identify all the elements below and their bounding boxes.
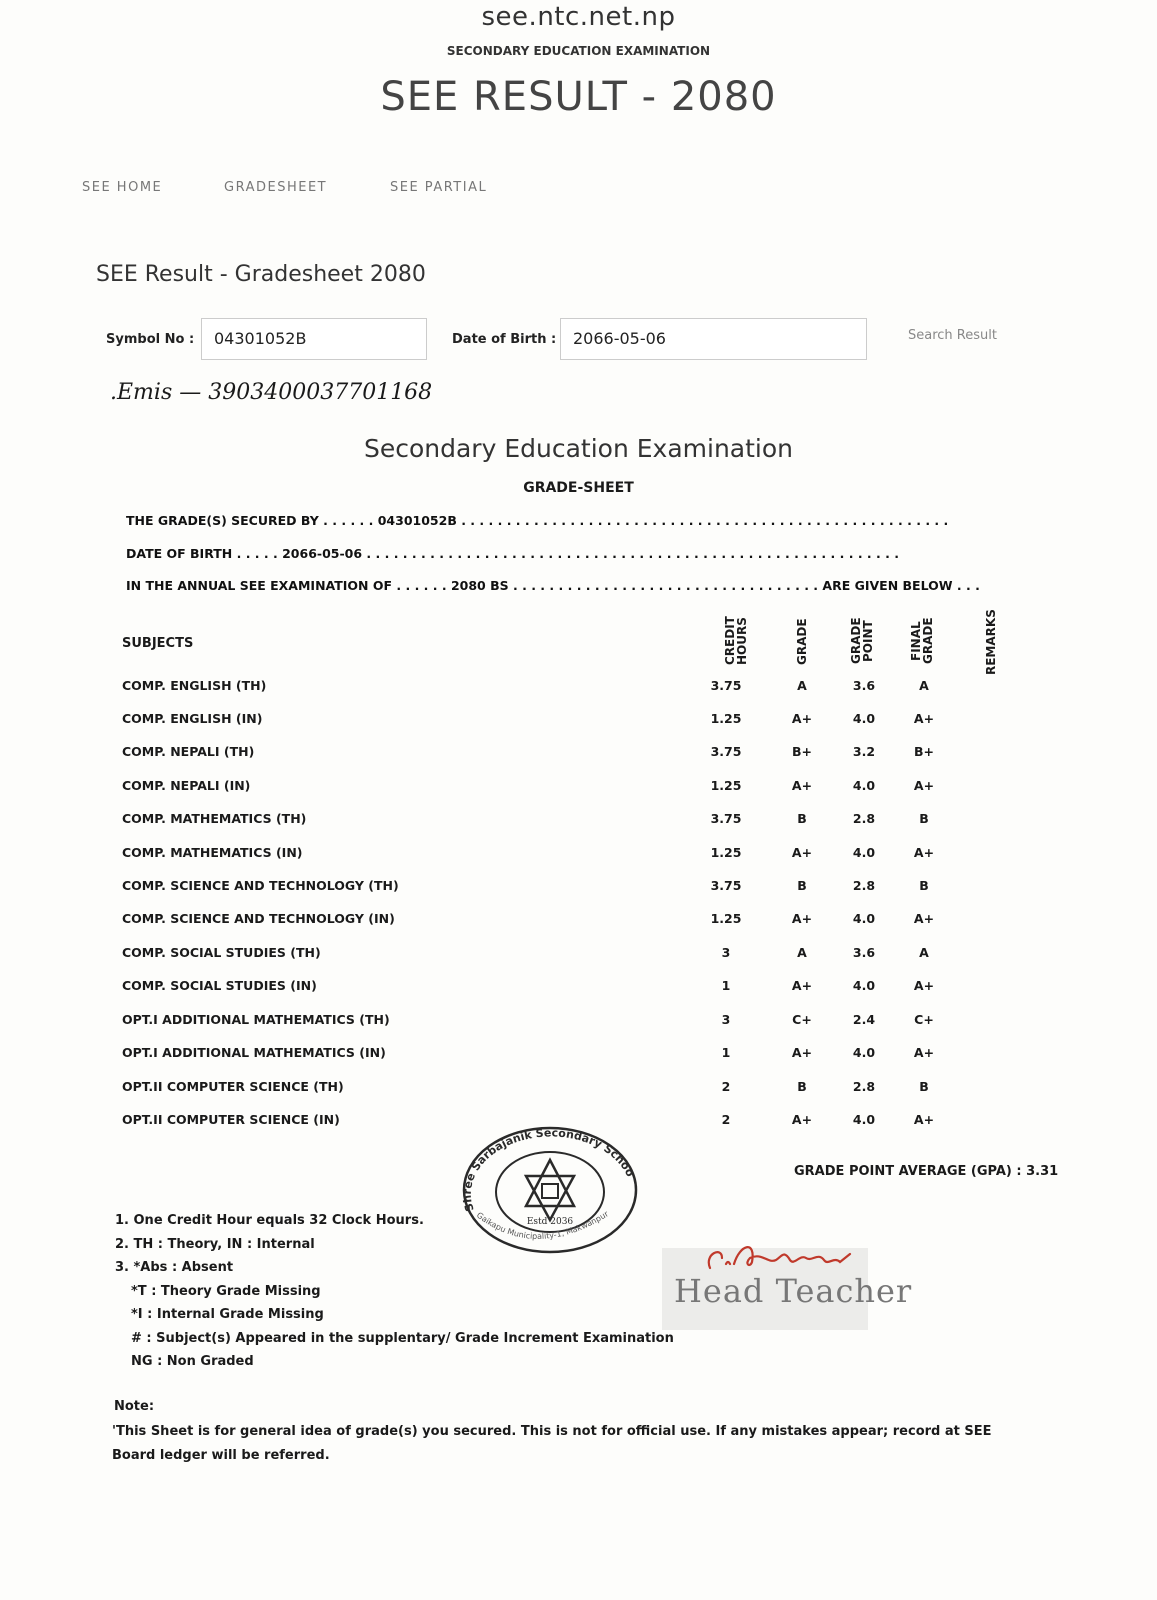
symbol-label: Symbol No : [106, 332, 195, 347]
final-cell: A+ [913, 1112, 935, 1127]
table-row [0, 711, 1157, 731]
credit-cell: 1.25 [710, 778, 742, 793]
credit-cell: 3 [721, 1012, 731, 1027]
final-cell: B [919, 878, 929, 893]
point-cell: 2.8 [852, 1079, 876, 1094]
grade-cell: A+ [791, 845, 813, 860]
col-grade: GRADE [795, 618, 809, 666]
col-final-grade: FINAL GRADE [909, 617, 935, 665]
page-title: SEE Result - Gradesheet 2080 [96, 262, 426, 287]
footnote-item: 1. One Credit Hour equals 32 Clock Hours. [115, 1213, 424, 1228]
symbol-input[interactable]: 04301052B [201, 318, 427, 360]
dob-line: DATE OF BIRTH . . . . . 2066-05-06 . . . . . . . . . . . . . . . . . . . . . . . . . . . . . . . . . . . . . . . . . . . . . . . . . . . . . . . . . . . [126, 546, 899, 561]
final-cell: C+ [914, 1012, 934, 1027]
point-cell: 3.6 [852, 945, 876, 960]
table-row [0, 978, 1157, 998]
col-credit-hours: CREDIT HOURS [723, 616, 749, 666]
point-cell: 2.8 [852, 878, 876, 893]
stamp-estd: Estd 2036 [526, 1217, 574, 1227]
final-cell: B+ [913, 744, 934, 759]
grade-cell: A+ [791, 1112, 813, 1127]
point-cell: 4.0 [852, 711, 876, 726]
nav-see-partial[interactable]: SEE PARTIAL [390, 180, 488, 195]
subject-cell: COMP. SOCIAL STUDIES (TH) [122, 945, 321, 960]
grade-cell: A [797, 945, 807, 960]
credit-cell: 3.75 [710, 878, 742, 893]
nav-see-home[interactable]: SEE HOME [82, 180, 163, 195]
credit-cell: 1.25 [710, 845, 742, 860]
subject-cell: COMP. SCIENCE AND TECHNOLOGY (TH) [122, 878, 399, 893]
credit-cell: 2 [721, 1079, 731, 1094]
point-cell: 4.0 [852, 1045, 876, 1060]
gradesheet-heading: Secondary Education Examination [363, 434, 794, 463]
subject-cell: COMP. MATHEMATICS (IN) [122, 845, 303, 860]
stamp-address: Gaikapu Municipality-1, Makwanpur [474, 1209, 611, 1241]
final-cell: A+ [913, 978, 935, 993]
gpa-line: GRADE POINT AVERAGE (GPA) : 3.31 [794, 1164, 1059, 1179]
credit-cell: 1.25 [710, 711, 742, 726]
final-cell: A+ [913, 778, 935, 793]
point-cell: 3.6 [852, 678, 876, 693]
table-row [0, 811, 1157, 831]
subject-cell: COMP. ENGLISH (IN) [122, 711, 263, 726]
head-teacher-signature [700, 1234, 860, 1280]
col-grade-point: GRADE POINT [849, 617, 875, 665]
footnote-item: 3. *Abs : Absent [115, 1260, 234, 1275]
footnotes [115, 1209, 674, 1374]
subject-cell: COMP. NEPALI (IN) [122, 778, 251, 793]
credit-cell: 2 [721, 1112, 731, 1127]
subject-cell: OPT.II COMPUTER SCIENCE (TH) [122, 1079, 344, 1094]
final-cell: B [919, 1079, 929, 1094]
exam-line: IN THE ANNUAL SEE EXAMINATION OF . . . . . . 2080 BS . . . . . . . . . . . . . . . . . . . . . . . . . . . . . . . . . . ARE GIVEN BELOW . . . [126, 578, 980, 593]
credit-cell: 3.75 [710, 811, 742, 826]
table-row [0, 678, 1157, 698]
grade-cell: A+ [791, 978, 813, 993]
final-cell: A [919, 945, 929, 960]
point-cell: 2.8 [852, 811, 876, 826]
point-cell: 2.4 [852, 1012, 876, 1027]
page-main-title: SEE RESULT - 2080 [380, 74, 777, 120]
final-cell: A [919, 678, 929, 693]
stamp-book-icon [542, 1184, 558, 1198]
subject-cell: COMP. MATHEMATICS (TH) [122, 811, 307, 826]
credit-cell: 1 [721, 978, 731, 993]
final-cell: A+ [913, 711, 935, 726]
grade-cell: A+ [791, 711, 813, 726]
table-row [0, 1045, 1157, 1065]
grade-cell: B [797, 878, 807, 893]
col-remarks: REMARKS [984, 609, 998, 675]
point-cell: 4.0 [852, 911, 876, 926]
secured-by-line: THE GRADE(S) SECURED BY . . . . . . 04301052B . . . . . . . . . . . . . . . . . . . . . . . . . . . . . . . . . . . . . . . . . . . . . . . . . . . . . . [126, 513, 949, 528]
grade-cell: B [797, 1079, 807, 1094]
final-cell: A+ [913, 911, 935, 926]
note-text: 'This Sheet is for general idea of grade(s) you secured. This is not for official use. If any mistakes appear; record at SEE Board ledger will be referred. [112, 1424, 992, 1463]
credit-cell: 3.75 [710, 678, 742, 693]
table-row [0, 945, 1157, 965]
point-cell: 4.0 [852, 978, 876, 993]
grade-cell: A+ [791, 1045, 813, 1060]
subject-cell: OPT.I ADDITIONAL MATHEMATICS (IN) [122, 1045, 386, 1060]
table-row [0, 778, 1157, 798]
final-cell: B [919, 811, 929, 826]
subject-cell: OPT.II COMPUTER SCIENCE (IN) [122, 1112, 340, 1127]
credit-cell: 3.75 [710, 744, 742, 759]
note-label: Note: [114, 1399, 155, 1414]
grade-cell: B+ [791, 744, 812, 759]
site-url: see.ntc.net.np [481, 2, 676, 32]
table-row [0, 1012, 1157, 1032]
stamp-school-name: Shree Sarbajanik Secondary Schoo [460, 1126, 637, 1213]
subject-cell: OPT.I ADDITIONAL MATHEMATICS (TH) [122, 1012, 390, 1027]
grade-cell: A+ [791, 778, 813, 793]
col-subjects: SUBJECTS [122, 636, 194, 651]
gradesheet-subheading: GRADE-SHEET [523, 480, 634, 496]
point-cell: 3.2 [852, 744, 876, 759]
credit-cell: 1 [721, 1045, 731, 1060]
footnote-item: *T : Theory Grade Missing [131, 1283, 321, 1299]
handwritten-emis-note: .Emis — 3903400037701168 [110, 380, 433, 405]
table-row [0, 911, 1157, 931]
point-cell: 4.0 [852, 778, 876, 793]
table-row [0, 1079, 1157, 1099]
final-cell: A+ [913, 845, 935, 860]
footnote-item: NG : Non Graded [131, 1354, 254, 1369]
credit-cell: 3 [721, 945, 731, 960]
subject-cell: COMP. SOCIAL STUDIES (IN) [122, 978, 317, 993]
point-cell: 4.0 [852, 1112, 876, 1127]
subject-cell: COMP. NEPALI (TH) [122, 744, 255, 759]
exam-name: SECONDARY EDUCATION EXAMINATION [446, 44, 711, 58]
grade-cell: C+ [792, 1012, 812, 1027]
credit-cell: 1.25 [710, 911, 742, 926]
table-row [0, 744, 1157, 764]
footnote-item: *I : Internal Grade Missing [131, 1307, 324, 1322]
subject-cell: COMP. SCIENCE AND TECHNOLOGY (IN) [122, 911, 395, 926]
table-row [0, 878, 1157, 898]
point-cell: 4.0 [852, 845, 876, 860]
search-result-button[interactable]: Search Result [908, 328, 997, 343]
grade-cell: B [797, 811, 807, 826]
head-teacher-label: Head Teacher [674, 1272, 913, 1310]
subject-cell: COMP. ENGLISH (TH) [122, 678, 267, 693]
footnote-item: 2. TH : Theory, IN : Internal [115, 1236, 315, 1252]
nav-gradesheet[interactable]: GRADESHEET [224, 180, 328, 195]
dob-input[interactable]: 2066-05-06 [560, 318, 867, 360]
dob-label: Date of Birth : [452, 332, 557, 347]
table-row [0, 845, 1157, 865]
grade-cell: A+ [791, 911, 813, 926]
final-cell: A+ [913, 1045, 935, 1060]
footnote-item: # : Subject(s) Appeared in the supplentary/ Grade Increment Examination [131, 1330, 674, 1346]
grade-cell: A [797, 678, 807, 693]
